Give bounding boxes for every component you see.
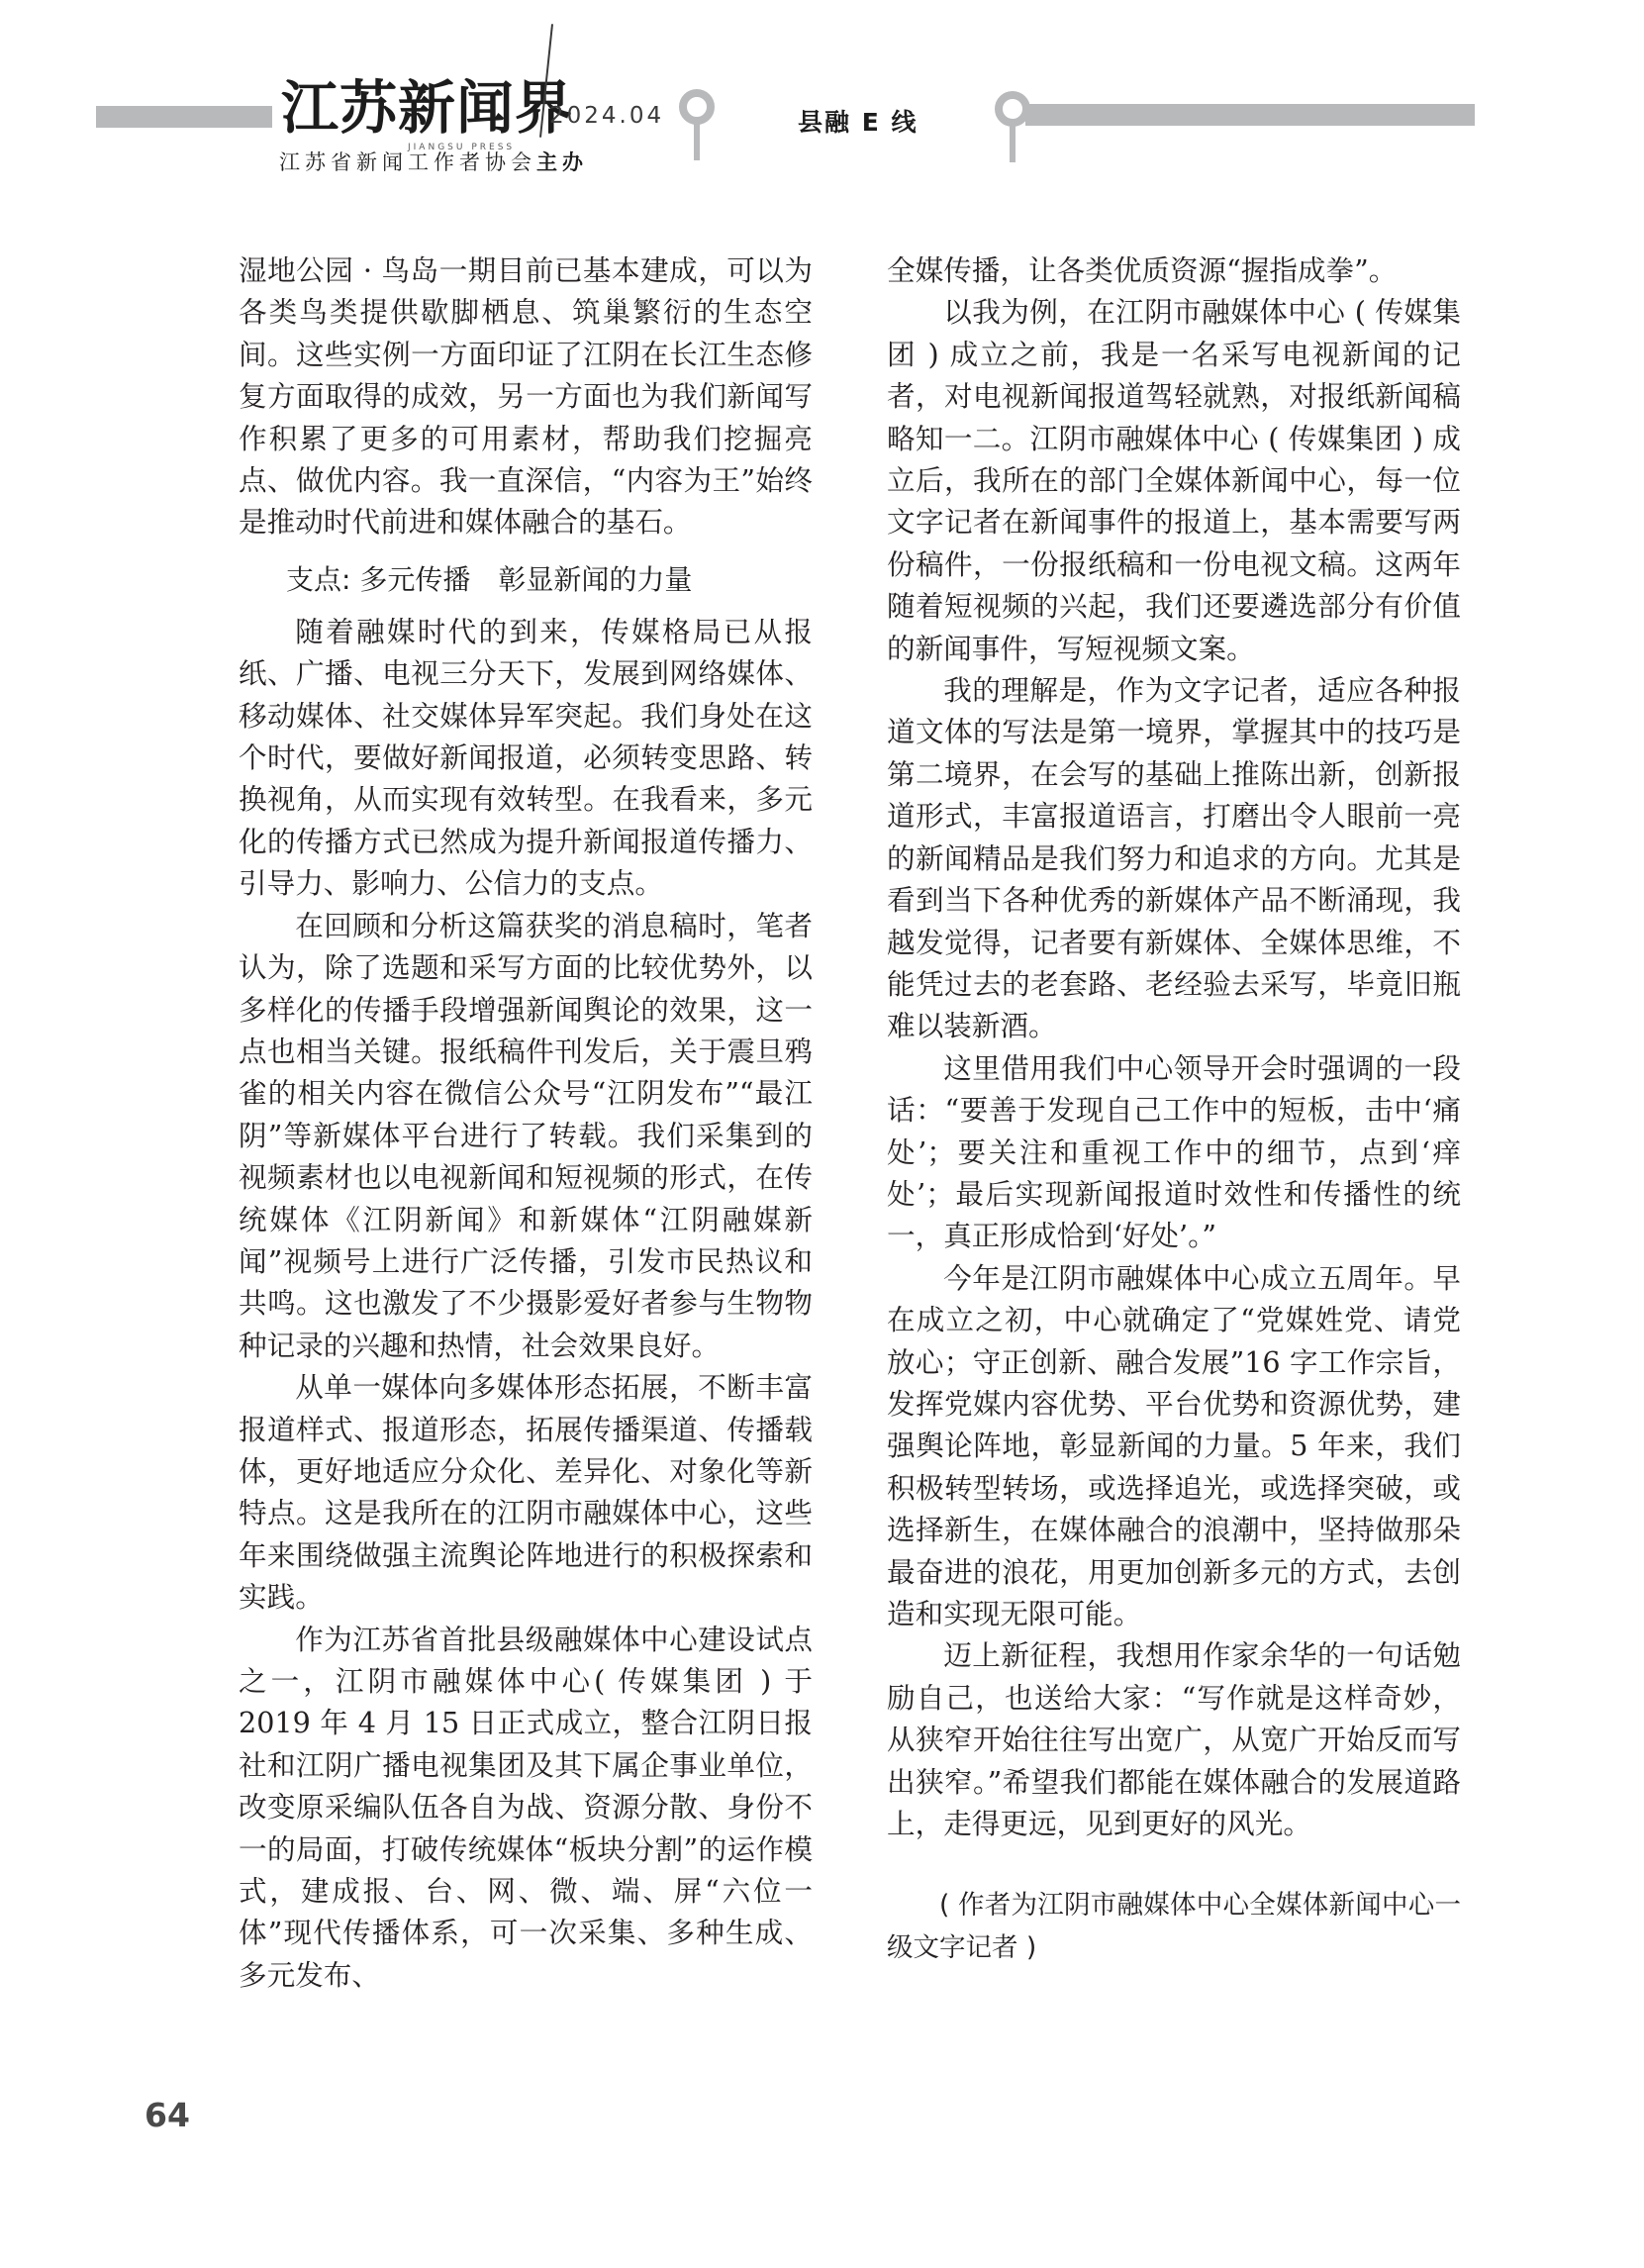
map-pin-icon	[993, 89, 1032, 168]
masthead-subtitle: JIANGSU PRESS	[408, 143, 516, 152]
right-column	[887, 249, 1461, 1969]
paragraph: 湿地公园 · 鸟岛一期目前已基本建成，可以为各类鸟类提供歇脚栖息、筑巢繁衍的生态空间。这些实例一方面印证了江阴在长江生态修复方面取得的成效，另一方面也为我们新闻写作积累了更多的可用素材，帮助我们挖掘亮点、做优内容。我一直深信，“内容为王”始终是推动时代前进和媒体融合的基石。	[239, 253, 813, 540]
paragraph: 在回顾和分析这篇获奖的消息稿时，笔者认为，除了选题和采写方面的比较优势外，以多样化的传播手段增强新闻舆论的效果，这一点也相当关键。报纸稿件刊发后，关于震旦鸦雀的相关内容在微信公众号“江阴发布”“最江阴”等新媒体平台进行了转载。我们采集到的视频素材也以电视新闻和短视频的形式，在传统媒体《江阴新闻》和新媒体“江阴融媒新闻”视频号上进行广泛传播，引发市民热议和共鸣。这也激发了不少摄影爱好者参与生物物种记录的兴趣和热情，社会效果良好。	[239, 908, 813, 1362]
paragraph: 以我为例，在江阴市融媒体中心 ( 传媒集团 ) 成立之前，我是一名采写电视新闻的记者，对电视新闻报道驾轻就熟，对报纸新闻稿略知一二。江阴市融媒体中心 ( 传媒集团 ) 成立后，我所在的部门全媒体新闻中心，每一位文字记者在新闻事件的报道上，基本需要写两份稿件，一份报纸稿和一份电视文稿。这两年随着短视频的兴起，我们还要遴选部分有价值的新闻事件，写短视频文案。	[887, 295, 1461, 665]
header-bar-left	[96, 106, 272, 128]
map-pin-icon	[677, 87, 717, 166]
page-number: 64	[145, 2096, 190, 2134]
author-note: ( 作者为江阴市融媒体中心全媒体新闻中心一级文字记者 )	[887, 1890, 1461, 1964]
paragraph: 随着融媒时代的到来，传媒格局已从报纸、广播、电视三分天下，发展到网络媒体、移动媒体、社交媒体异军突起。我们身处在这个时代，要做好新闻报道，必须转变思路、转换视角，从而实现有效转型。在我看来，多元化的传播方式已然成为提升新闻报道传播力、引导力、影响力、公信力的支点。	[239, 614, 813, 901]
issue-number: 2024.04	[549, 103, 665, 129]
paragraph: 作为江苏省首批县级融媒体中心建设试点之一，江阴市融媒体中心( 传媒集团 ) 于 2019 年 4 月 15 日正式成立，整合江阴日报社和江阴广播电视集团及其下属企事业单位，改变原采编队伍各自为战、资源分散、身份不一的局面，打破传统媒体“板块分割”的运作模式，建成报、台、网、微、端、屏“六位一体”现代传播体系，可一次采集、多种生成、多元发布、	[239, 1622, 813, 1992]
left-column	[239, 249, 813, 1996]
paragraph: 全媒传播，让各类优质资源“握指成拳”。	[887, 253, 1398, 287]
paragraph: 迈上新征程，我想用作家余华的一句话勉励自己，也送给大家：“写作就是这样奇妙，从狭窄开始往往写出宽广，从宽广开始反而写出狭窄。”希望我们都能在媒体融合的发展道路上，走得更远，见到更好的风光。	[887, 1638, 1461, 1841]
organizer-line	[279, 147, 588, 176]
paragraph: 我的理解是，作为文字记者，适应各种报道文体的写法是第一境界，掌握其中的技巧是第二境界，在会写的基础上推陈出新，创新报道形式，丰富报道语言，打磨出令人眼前一亮的新闻精品是我们努力和追求的方向。尤其是看到当下各种优秀的新媒体产品不断涌现，我越发觉得，记者要有新媒体、全媒体思维，不能凭过去的老套路、老经验去采写，毕竟旧瓶难以装新酒。	[887, 673, 1461, 1043]
masthead-title: 江苏新闻界	[281, 74, 574, 142]
paragraph: 今年是江阴市融媒体中心成立五周年。早在成立之初，中心就确定了“党媒姓党、请党放心；守正创新、融合发展”16 字工作宗旨，发挥党媒内容优势、平台优势和资源优势，建强舆论阵地，彰显新闻的力量。5 年来，我们积极转型转场，或选择追光，或选择突破，或选择新生，在媒体融合的浪潮中，坚持做那朵最奋进的浪花，用更加创新多元的方式，去创造和实现无限可能。	[887, 1260, 1461, 1630]
header-bar-right	[1025, 104, 1475, 126]
section-name: 县融 E 线	[798, 108, 919, 137]
paragraph: 这里借用我们中心领导开会时强调的一段话：“要善于发现自己工作中的短板，击中‘痛处’；要关注和重视工作中的细节，点到‘痒处’；最后实现新闻报道时效性和传播性的统一，真正形成恰到‘好处’。”	[887, 1050, 1461, 1253]
organizer-name: 江苏省新闻工作者协会	[279, 150, 536, 174]
section-subheading: 支点: 多元传播 彰显新闻的力量	[286, 562, 693, 596]
organizer-role: 主办	[536, 150, 588, 174]
paragraph: 从单一媒体向多媒体形态拓展，不断丰富报道样式、报道形态，拓展传播渠道、传播载体，更好地适应分众化、差异化、对象化等新特点。这是我所在的江阴市融媒体中心，这些年来围绕做强主流舆论阵地进行的积极探索和实践。	[239, 1370, 813, 1615]
